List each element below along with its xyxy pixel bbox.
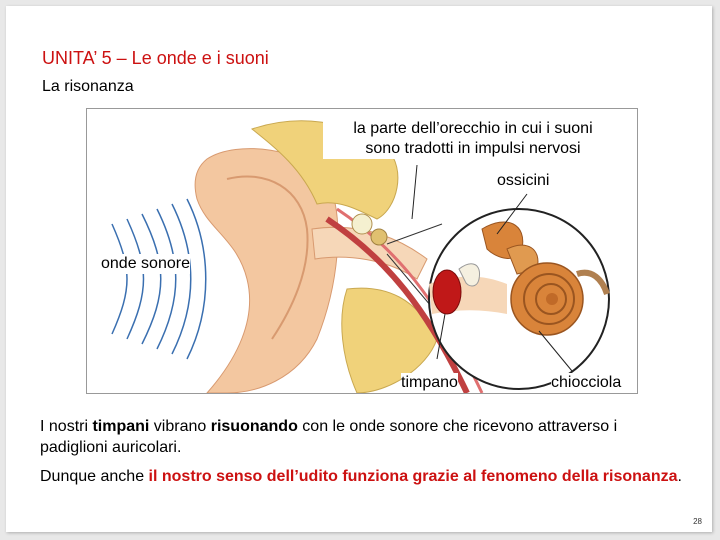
p2-highlight: il nostro senso dell’udito funziona grazie al fenomeno della risonanza bbox=[148, 468, 678, 485]
page-title: UNITA’ 5 – Le onde e i suoni bbox=[42, 48, 269, 68]
slide bbox=[6, 6, 712, 532]
cochlea-shape bbox=[511, 263, 583, 335]
label-ossicles: ossicini bbox=[497, 172, 550, 189]
paragraph-2 bbox=[40, 466, 688, 487]
p1-bold-resonating: risuonando bbox=[210, 418, 298, 435]
page-subtitle: La risonanza bbox=[42, 78, 134, 95]
label-inner-ear bbox=[323, 119, 623, 159]
eardrum-shape bbox=[433, 270, 461, 314]
p1-bold-eardrums: timpani bbox=[92, 418, 150, 435]
p2-text-c: . bbox=[677, 468, 682, 485]
page-number: 28 bbox=[693, 517, 702, 526]
ear-figure bbox=[86, 108, 638, 394]
label-inner-ear-line1: la parte dell’orecchio in cui i suoni bbox=[353, 120, 593, 137]
p2-text-a: Dunque anche bbox=[40, 468, 149, 485]
sound-waves bbox=[112, 199, 206, 359]
label-cochlea: chiocciola bbox=[551, 374, 622, 391]
paragraph-1 bbox=[40, 416, 688, 458]
p1-text-c: vibrano bbox=[149, 418, 211, 435]
p1-text-e: con le onde sonore che ricevono attraverso i padiglioni auricolari. bbox=[40, 418, 618, 456]
label-sound-waves: onde sonore bbox=[101, 255, 190, 272]
label-eardrum: timpano bbox=[401, 374, 458, 391]
label-inner-ear-line2: sono tradotti in impulsi nervosi bbox=[365, 140, 581, 157]
p1-text-a: I nostri bbox=[40, 418, 93, 435]
